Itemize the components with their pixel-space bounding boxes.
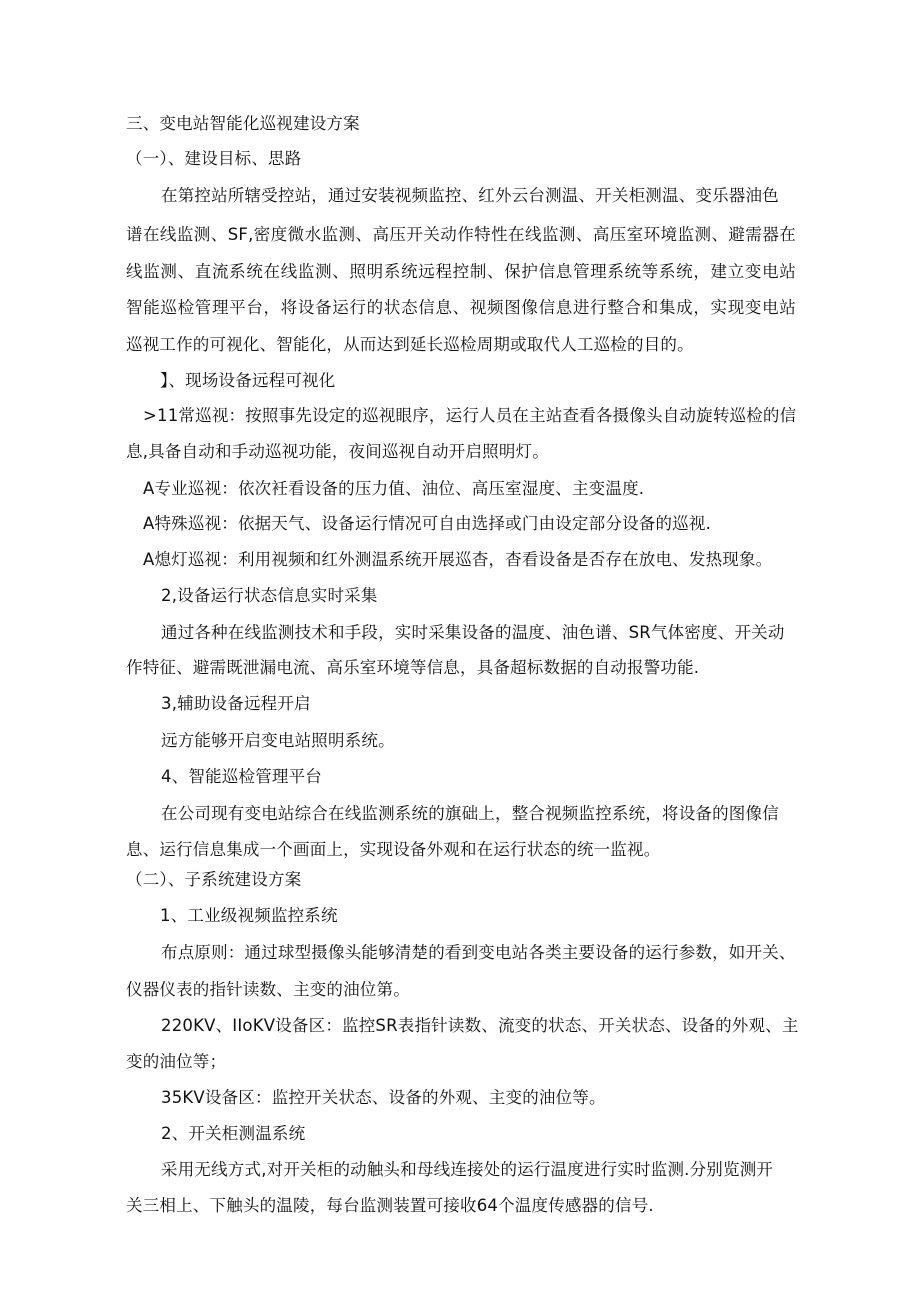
section-1-title: （一）、建设目标、思路	[126, 149, 302, 168]
list-item-1-line-1: >11常巡视：按照事先设定的巡视眼序，运行人员在主站查看各摄像头自动旋转巡检的信	[143, 406, 797, 425]
main-heading: 三、变电站智能化巡视建设方案	[126, 114, 360, 133]
paragraph-1-line-3: 线监测、直流系统在线监测、照明系统远程控制、保护信息管理系统等系统，建立变电站	[126, 262, 796, 281]
paragraph-4-line-1: 在公司现有变电站综合在线监测系统的旗础上，整合视频监控系统，将设备的图像信	[161, 804, 779, 823]
section-2-title: （二）、子系统建设方案	[126, 870, 302, 889]
list-item-1-line-2: 息,具备自动和手动巡视功能，夜间巡视自动开启照明灯。	[126, 442, 549, 461]
list-item-4: A熄灯巡视：利用视频和红外测温系统开展巡杳，杳看设备是否存在放电、发热现象。	[143, 550, 773, 569]
paragraph-1-line-4: 智能巡检管理平台，将设备运行的状态信息、视频图像信息进行整合和集成，实现变电站	[126, 298, 796, 317]
subsection-3-title: 3,辅助设备远程开启	[161, 694, 311, 713]
subsection-1-title: 】、现场设备远程可视化	[160, 371, 336, 390]
paragraph-1-line-5: 巡视工作的可视化、智能化，从而达到延长巡检周期或取代人工巡检的目的。	[126, 335, 694, 354]
paragraph-6-line-2: 变的油位等；	[126, 1052, 227, 1071]
paragraph-4-line-2: 息、运行信息集成一个画面上，实现设备外观和在运行状态的统一监视。	[126, 840, 661, 859]
list-item-3: A特殊巡视：依据天气、设备运行情况可自由选择或门由设定部分设备的巡视.	[143, 514, 712, 533]
subsection-6-title: 2、开关柜测温系统	[161, 1124, 306, 1143]
paragraph-6-line-1: 220KV、IIoKV设备区：监控SR表指针读数、流变的状态、开关状态、设备的外观、主	[161, 1016, 799, 1035]
subsection-5-title: 1、工业级视频监控系统	[160, 906, 338, 925]
paragraph-5-line-2: 仪器仪表的指针读数、主变的油位第。	[126, 980, 410, 999]
subsection-4-title: 4、智能巡检管理平台	[161, 767, 322, 786]
paragraph-1-line-2: 谱在线监测、SF,密度微水监测、高压开关动作特性在线监测、高压室环境监测、避需器在	[126, 225, 796, 244]
paragraph-2-line-1: 通过各种在线监测技术和手段，实时采集设备的温度、油色谱、SR气体密度、开关动	[161, 623, 785, 642]
paragraph-2-line-2: 作特征、避需既泄漏电流、高乐室环境等信息，具备超标数据的自动报警功能.	[126, 658, 700, 677]
paragraph-8-line-1: 采用无线方式,对开关柜的动触头和母线连接处的运行温度进行实时监测.分别览测开	[161, 1160, 774, 1179]
subsection-2-title: 2,设备运行状态信息实时采集	[161, 586, 378, 605]
paragraph-3-line-1: 远方能够开启变电站照明系统。	[161, 731, 395, 750]
paragraph-7-line-1: 35KV设备区：监控开关状态、设备的外观、主变的油位等。	[161, 1088, 606, 1107]
paragraph-5-line-1: 布点原则：通过球型摄像头能够清楚的看到变电站各类主要设备的运行参数，如开关、	[161, 943, 796, 962]
paragraph-8-line-2: 关三相上、下触头的温陵，每台监测装置可接收64个温度传感器的信号.	[126, 1196, 654, 1215]
list-item-2: A专业巡视：依次衽看设备的压力值、油位、高压室湿度、主变温度.	[143, 479, 645, 498]
paragraph-1-line-1: 在第控站所辖受控站，通过安装视频监控、红外云台测温、开关柜测温、变乐器油色	[161, 186, 779, 205]
